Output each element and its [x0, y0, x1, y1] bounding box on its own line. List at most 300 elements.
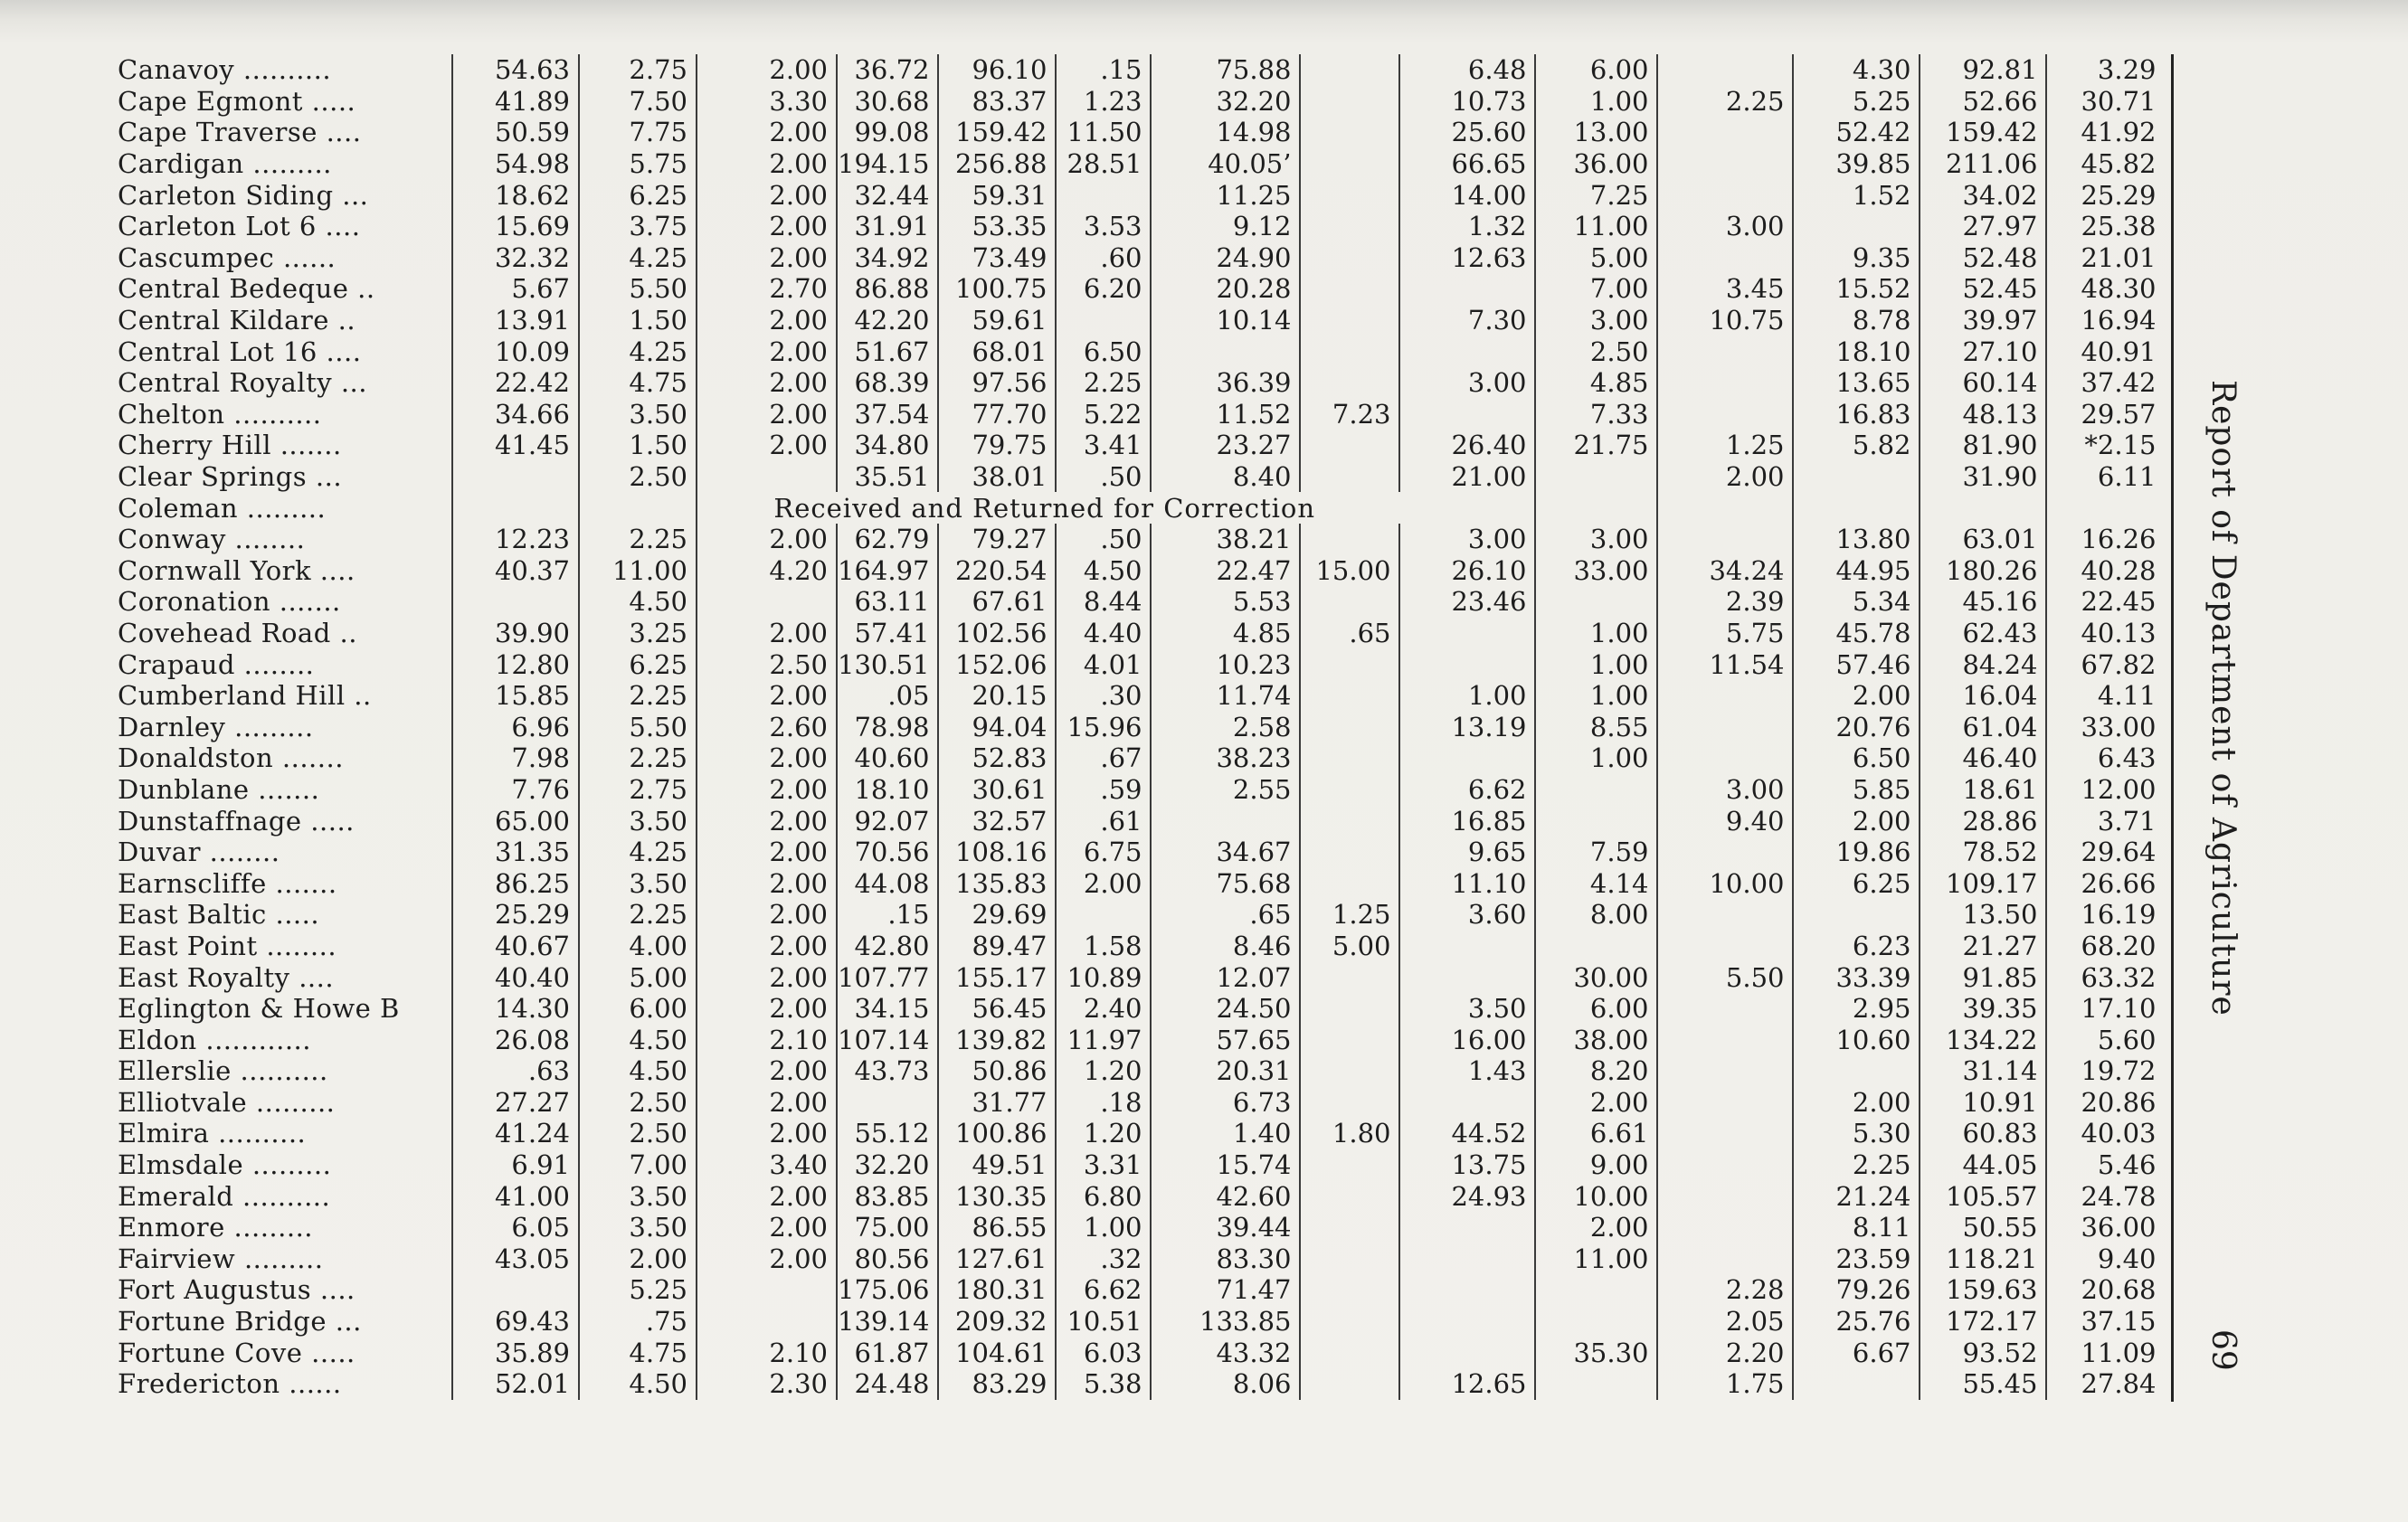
- table-cell: 1.40: [1151, 1118, 1300, 1149]
- table-cell: 109.17: [1920, 867, 2046, 899]
- table-cell: 4.50: [1056, 555, 1151, 587]
- table-cell: 3.00: [1399, 524, 1535, 555]
- table-cell: 2.58: [1151, 711, 1300, 742]
- table-cell: 7.33: [1535, 399, 1657, 430]
- table-cell: 34.67: [1151, 837, 1300, 868]
- table-cell: 48.13: [1920, 399, 2046, 430]
- table-cell: 35.51: [837, 461, 938, 493]
- table-cell: 33.00: [2081, 711, 2157, 742]
- table-cell: 41.00: [452, 1180, 579, 1212]
- table-cell: 52.66: [1920, 86, 2046, 118]
- table-cell: 209.32: [938, 1306, 1056, 1338]
- table-cell: [452, 492, 579, 524]
- table-cell: 41.45: [452, 430, 579, 461]
- locality-name: Central Bedeque ..: [109, 273, 452, 305]
- table-cell: [1657, 54, 1793, 86]
- table-row: [109, 1024, 2164, 1055]
- table-cell: [697, 461, 837, 493]
- table-cell: [1535, 805, 1657, 837]
- table-cell: 9.12: [1151, 211, 1300, 242]
- table-cell: [1657, 1243, 1793, 1275]
- table-cell: 32.44: [837, 179, 938, 211]
- table-cell: 21.00: [1399, 461, 1535, 493]
- table-cell: 11.97: [1056, 1024, 1151, 1055]
- table-cell: 68.01: [938, 336, 1056, 367]
- table-cell: 11.54: [1657, 648, 1793, 680]
- table-cell: 21.01: [2081, 241, 2157, 273]
- table-cell: [1657, 336, 1793, 367]
- table-cell: [1056, 305, 1151, 336]
- table-cell: .75: [579, 1306, 697, 1338]
- table-cell: 2.00: [697, 899, 837, 931]
- ledger-table: [109, 54, 2164, 1400]
- table-cell: 44.05: [1920, 1149, 2046, 1181]
- table-row: [109, 1149, 2164, 1181]
- table-cell: 100.86: [938, 1118, 1056, 1149]
- table-cell: [1535, 1274, 1657, 1306]
- table-cell: 21.75: [1535, 430, 1657, 461]
- table-cell: [697, 586, 837, 618]
- table-cell: 1.25: [1657, 430, 1793, 461]
- table-cell: 10.89: [1056, 961, 1151, 993]
- table-cell: .05: [837, 680, 938, 712]
- table-cell: 12.07: [1151, 961, 1300, 993]
- table-cell: 8.46: [1151, 931, 1300, 962]
- table-cell: 68.20: [2081, 930, 2157, 961]
- table-cell: 4.75: [579, 367, 697, 399]
- table-cell: 31.77: [938, 1087, 1056, 1119]
- table-cell: 104.61: [938, 1337, 1056, 1368]
- table-cell: 25.76: [1793, 1306, 1920, 1338]
- table-cell: [1300, 742, 1399, 774]
- table-cell: 59.31: [938, 179, 1056, 211]
- table-cell: 43.73: [837, 1055, 938, 1087]
- locality-name: East Royalty ....: [109, 961, 452, 993]
- table-cell: 5.30: [1793, 1118, 1920, 1149]
- table-cell: 3.50: [579, 1180, 697, 1212]
- table-cell: 45.78: [1793, 618, 1920, 649]
- table-cell: 13.00: [1535, 117, 1657, 148]
- table-cell: 18.61: [1920, 774, 2046, 806]
- table-cell: 155.17: [938, 961, 1056, 993]
- table-cell: [1657, 492, 1793, 524]
- table-cell: 26.66: [2081, 867, 2157, 899]
- table-row: [109, 305, 2164, 336]
- table-cell: 10.51: [1056, 1306, 1151, 1338]
- table-cell: 8.55: [1535, 711, 1657, 742]
- table-cell: 18.10: [1793, 336, 1920, 367]
- table-cell: 130.51: [837, 648, 938, 680]
- table-cell: 40.40: [452, 961, 579, 993]
- locality-name: Coleman .........: [109, 492, 452, 524]
- table-cell: 89.47: [938, 931, 1056, 962]
- table-cell: 4.40: [1056, 618, 1151, 649]
- table-cell: 3.50: [1399, 993, 1535, 1025]
- table-cell: 9.35: [1793, 242, 1920, 274]
- table-cell: 3.75: [579, 211, 697, 242]
- table-cell: 13.50: [1920, 899, 2046, 931]
- table-cell: [452, 1274, 579, 1306]
- table-cell: 16.26: [2081, 524, 2157, 555]
- table-cell: 44.95: [1793, 555, 1920, 587]
- table-cell: 52.45: [1920, 273, 2046, 305]
- table-cell: [1793, 1368, 1920, 1400]
- table-cell: 10.91: [1920, 1087, 2046, 1119]
- table-cell: [1300, 774, 1399, 806]
- table-cell: 8.00: [1535, 899, 1657, 931]
- table-cell: 180.26: [1920, 555, 2046, 587]
- table-cell: [1535, 461, 1657, 493]
- table-cell: 3.00: [1535, 524, 1657, 555]
- table-cell: 53.35: [938, 211, 1056, 242]
- table-cell: .65: [1300, 618, 1399, 649]
- table-cell: 20.76: [1793, 711, 1920, 742]
- table-cell: 105.57: [1920, 1180, 2046, 1212]
- table-cell: 211.06: [1920, 148, 2046, 180]
- table-row: [109, 837, 2164, 868]
- table-cell: 66.65: [1399, 148, 1535, 180]
- table-cell: 4.11: [2097, 680, 2157, 712]
- table-row: [109, 1337, 2164, 1368]
- table-cell: 51.67: [837, 336, 938, 367]
- table-cell: 39.85: [1793, 148, 1920, 180]
- table-cell: 6.96: [452, 711, 579, 742]
- table-cell: 152.06: [938, 648, 1056, 680]
- table-cell: 2.00: [697, 1055, 837, 1087]
- table-cell: 38.21: [1151, 524, 1300, 555]
- table-cell: 9.40: [2097, 1243, 2157, 1274]
- table-cell: 32.57: [938, 805, 1056, 837]
- table-cell: 194.15: [837, 148, 938, 180]
- table-cell: 11.00: [1535, 211, 1657, 242]
- table-cell: 83.37: [938, 86, 1056, 118]
- table-cell: 79.26: [1793, 1274, 1920, 1306]
- table-cell: 15.69: [452, 211, 579, 242]
- table-cell: 1.75: [1657, 1368, 1793, 1400]
- locality-name: Cardigan .........: [109, 148, 452, 180]
- table-cell: 10.75: [1657, 305, 1793, 336]
- table-cell: 2.00: [697, 148, 837, 180]
- table-row: [109, 430, 2164, 461]
- table-cell: 32.20: [1151, 86, 1300, 118]
- locality-name: Dunblane .......: [109, 774, 452, 806]
- table-cell: 164.97: [837, 555, 938, 587]
- table-cell: 3.50: [579, 1212, 697, 1243]
- table-cell: [1399, 742, 1535, 774]
- table-cell: [697, 1274, 837, 1306]
- table-cell: 7.00: [579, 1149, 697, 1181]
- table-cell: [1535, 1306, 1657, 1338]
- table-cell: 134.22: [1920, 1024, 2046, 1055]
- table-cell: [1300, 680, 1399, 712]
- table-cell: 6.23: [1793, 931, 1920, 962]
- table-cell: 15.52: [1793, 273, 1920, 305]
- table-cell: 2.00: [697, 805, 837, 837]
- table-cell: .15: [837, 899, 938, 931]
- table-cell: [1300, 148, 1399, 180]
- table-cell: 2.25: [579, 899, 697, 931]
- table-row: [109, 54, 2164, 86]
- table-cell: 6.11: [2097, 461, 2157, 493]
- table-cell: 38.00: [1535, 1024, 1657, 1055]
- table-cell: 42.80: [837, 931, 938, 962]
- table-cell: 31.14: [1920, 1055, 2046, 1087]
- table-cell: 2.00: [697, 867, 837, 899]
- table-cell: 40.60: [837, 742, 938, 774]
- table-cell: 1.50: [579, 430, 697, 461]
- table-cell: 99.08: [837, 117, 938, 148]
- table-cell: 29.64: [2081, 837, 2157, 868]
- locality-name: Central Lot 16 ....: [109, 336, 452, 367]
- table-cell: 2.00: [1056, 867, 1151, 899]
- table-row: [109, 367, 2164, 399]
- table-cell: [1657, 1118, 1793, 1149]
- locality-name: East Baltic .....: [109, 899, 452, 931]
- table-cell: 2.00: [697, 399, 837, 430]
- table-cell: 57.46: [1793, 648, 1920, 680]
- table-cell: 39.97: [1920, 305, 2046, 336]
- table-cell: 28.51: [1056, 148, 1151, 180]
- table-cell: 6.20: [1056, 273, 1151, 305]
- table-cell: [1657, 711, 1793, 742]
- locality-name: Cape Traverse ....: [109, 117, 452, 148]
- table-cell: 6.25: [579, 179, 697, 211]
- table-cell: [1056, 179, 1151, 211]
- locality-name: East Point ........: [109, 931, 452, 962]
- table-cell: .18: [1056, 1087, 1151, 1119]
- locality-name: Fortune Bridge ...: [109, 1306, 452, 1338]
- table-cell: 31.35: [452, 837, 579, 868]
- table-cell: 4.50: [579, 1055, 697, 1087]
- table-cell: [1793, 899, 1920, 931]
- table-row: [109, 1368, 2164, 1400]
- table-cell: 6.50: [1056, 336, 1151, 367]
- locality-name: Elliotvale .........: [109, 1087, 452, 1119]
- locality-name: Enmore .........: [109, 1212, 452, 1243]
- table-cell: 94.04: [938, 711, 1056, 742]
- table-row: [109, 618, 2164, 649]
- table-row: [109, 1274, 2164, 1306]
- table-cell: 7.59: [1535, 837, 1657, 868]
- table-cell: 36.72: [837, 54, 938, 86]
- table-cell: 159.63: [1920, 1274, 2046, 1306]
- table-cell: [1657, 993, 1793, 1025]
- table-cell: [1300, 1180, 1399, 1212]
- table-cell: [1657, 837, 1793, 868]
- table-cell: 7.98: [452, 742, 579, 774]
- locality-name: Cascumpec ......: [109, 242, 452, 274]
- table-cell: 20.86: [2081, 1086, 2157, 1118]
- table-cell: [452, 586, 579, 618]
- table-cell: 50.55: [1920, 1212, 2046, 1243]
- table-cell: [1300, 867, 1399, 899]
- table-cell: 19.72: [2081, 1055, 2157, 1087]
- table-cell: 107.14: [837, 1024, 938, 1055]
- table-cell: 25.60: [1399, 117, 1535, 148]
- table-cell: 8.11: [1793, 1212, 1920, 1243]
- table-cell: [1300, 430, 1399, 461]
- table-cell: 256.88: [938, 148, 1056, 180]
- table-cell: 40.03: [2081, 1118, 2157, 1149]
- table-cell: 20.31: [1151, 1055, 1300, 1087]
- table-cell: [1300, 1306, 1399, 1338]
- table-cell: 24.93: [1399, 1180, 1535, 1212]
- table-cell: 5.38: [1056, 1368, 1151, 1400]
- table-cell: [452, 461, 579, 493]
- table-cell: [1793, 461, 1920, 493]
- table-cell: 31.90: [1920, 461, 2046, 493]
- table-cell: *2.15: [2084, 430, 2157, 461]
- locality-name: Carleton Lot 6 ....: [109, 211, 452, 242]
- table-cell: 92.81: [1920, 54, 2046, 86]
- table-cell: 15.00: [1300, 555, 1399, 587]
- table-cell: [1300, 1212, 1399, 1243]
- table-cell: [1535, 774, 1657, 806]
- table-cell: 5.75: [579, 148, 697, 180]
- table-cell: 7.50: [579, 86, 697, 118]
- locality-name: Darnley .........: [109, 711, 452, 742]
- table-cell: 25.38: [2081, 211, 2157, 242]
- table-row: [109, 492, 2164, 524]
- table-cell: 52.83: [938, 742, 1056, 774]
- table-cell: 3.31: [1056, 1149, 1151, 1181]
- table-cell: 83.29: [938, 1368, 1056, 1400]
- table-cell: 2.25: [579, 680, 697, 712]
- table-cell: 1.32: [1399, 211, 1535, 242]
- locality-name: Donaldston .......: [109, 742, 452, 774]
- table-cell: .60: [1056, 242, 1151, 274]
- table-cell: 38.23: [1151, 742, 1300, 774]
- table-cell: 1.00: [1535, 742, 1657, 774]
- table-cell: 13.19: [1399, 711, 1535, 742]
- table-cell: [1657, 399, 1793, 430]
- table-cell: 40.05’: [1151, 148, 1300, 180]
- table-cell: 4.14: [1535, 867, 1657, 899]
- table-cell: 75.68: [1151, 867, 1300, 899]
- table-cell: 2.50: [1535, 336, 1657, 367]
- table-cell: 6.25: [1793, 867, 1920, 899]
- table-cell: 118.21: [1920, 1243, 2046, 1275]
- table-cell: 83.85: [837, 1180, 938, 1212]
- table-row: [109, 742, 2164, 774]
- table-cell: 2.05: [1657, 1306, 1793, 1338]
- table-row: [109, 711, 2164, 742]
- table-cell: 2.00: [1535, 1087, 1657, 1119]
- table-cell: 14.98: [1151, 117, 1300, 148]
- table-cell: .67: [1056, 742, 1151, 774]
- table-cell: 16.04: [1920, 680, 2046, 712]
- table-cell: 4.01: [1056, 648, 1151, 680]
- locality-name: Fairview .........: [109, 1243, 452, 1275]
- table-cell: [1300, 586, 1399, 618]
- table-cell: 6.05: [452, 1212, 579, 1243]
- table-cell: .61: [1056, 805, 1151, 837]
- table-cell: 63.32: [2081, 961, 2157, 993]
- table-cell: 2.00: [697, 742, 837, 774]
- table-row: [109, 242, 2164, 274]
- table-cell: 3.53: [1056, 211, 1151, 242]
- table-cell: 11.00: [1535, 1243, 1657, 1275]
- table-cell: 5.67: [452, 273, 579, 305]
- table-cell: [1657, 1212, 1793, 1243]
- table-cell: 3.60: [1399, 899, 1535, 931]
- table-cell: 2.10: [697, 1337, 837, 1368]
- locality-name: Crapaud ........: [109, 648, 452, 680]
- table-cell: 159.42: [1920, 117, 2046, 148]
- table-cell: 44.52: [1399, 1118, 1535, 1149]
- table-cell: 2.55: [1151, 774, 1300, 806]
- table-cell: 43.05: [452, 1243, 579, 1275]
- table-cell: 3.25: [579, 618, 697, 649]
- table-row: [109, 1180, 2164, 1212]
- locality-name: Fortune Cove .....: [109, 1337, 452, 1368]
- table-cell: 27.97: [1920, 211, 2046, 242]
- table-cell: 69.43: [452, 1306, 579, 1338]
- table-cell: 2.10: [697, 1024, 837, 1055]
- locality-name: Central Royalty ...: [109, 367, 452, 399]
- table-cell: 11.50: [1056, 117, 1151, 148]
- locality-name: Earnscliffe .......: [109, 867, 452, 899]
- table-cell: 40.13: [2081, 617, 2157, 648]
- table-cell: [1300, 1055, 1399, 1087]
- table-cell: 2.28: [1657, 1274, 1793, 1306]
- table-cell: 3.00: [1657, 774, 1793, 806]
- table-cell: 61.87: [837, 1337, 938, 1368]
- table-cell: 7.75: [579, 117, 697, 148]
- table-cell: [1657, 1180, 1793, 1212]
- table-cell: 5.25: [579, 1274, 697, 1306]
- table-cell: 15.85: [452, 680, 579, 712]
- table-cell: 79.75: [938, 430, 1056, 461]
- table-cell: 57.41: [837, 618, 938, 649]
- table-cell: 19.86: [1793, 837, 1920, 868]
- table-cell: 6.62: [1399, 774, 1535, 806]
- table-cell: 17.10: [2081, 993, 2157, 1025]
- table-cell: 2.39: [1657, 586, 1793, 618]
- table-cell: 3.41: [1056, 430, 1151, 461]
- table-cell: 30.61: [938, 774, 1056, 806]
- table-cell: 22.42: [452, 367, 579, 399]
- table-cell: [1535, 1368, 1657, 1400]
- table-cell: 40.28: [2081, 554, 2157, 586]
- locality-name: Covehead Road ..: [109, 618, 452, 649]
- table-cell: 1.20: [1056, 1055, 1151, 1087]
- table-cell: 2.50: [579, 1087, 697, 1119]
- table-cell: 130.35: [938, 1180, 1056, 1212]
- locality-name: Eldon ............: [109, 1024, 452, 1055]
- table-cell: 28.86: [1920, 805, 2046, 837]
- table-cell: 16.00: [1399, 1024, 1535, 1055]
- table-cell: 62.79: [837, 524, 938, 555]
- table-cell: [1399, 1306, 1535, 1338]
- table-cell: 2.60: [697, 711, 837, 742]
- table-cell: 10.00: [1535, 1180, 1657, 1212]
- table-cell: 3.50: [579, 867, 697, 899]
- locality-name: Fort Augustus ....: [109, 1274, 452, 1306]
- table-cell: [1657, 1024, 1793, 1055]
- table-cell: 4.50: [579, 586, 697, 618]
- table-cell: 20.68: [2081, 1274, 2157, 1306]
- table-cell: 3.45: [1657, 273, 1793, 305]
- table-cell: [1300, 1087, 1399, 1119]
- table-cell: 4.25: [579, 336, 697, 367]
- table-cell: 6.91: [452, 1149, 579, 1181]
- table-row: [109, 1212, 2164, 1243]
- table-cell: 39.35: [1920, 993, 2046, 1025]
- table-cell: 23.46: [1399, 586, 1535, 618]
- table-cell: 6.00: [579, 993, 697, 1025]
- table-cell: 13.80: [1793, 524, 1920, 555]
